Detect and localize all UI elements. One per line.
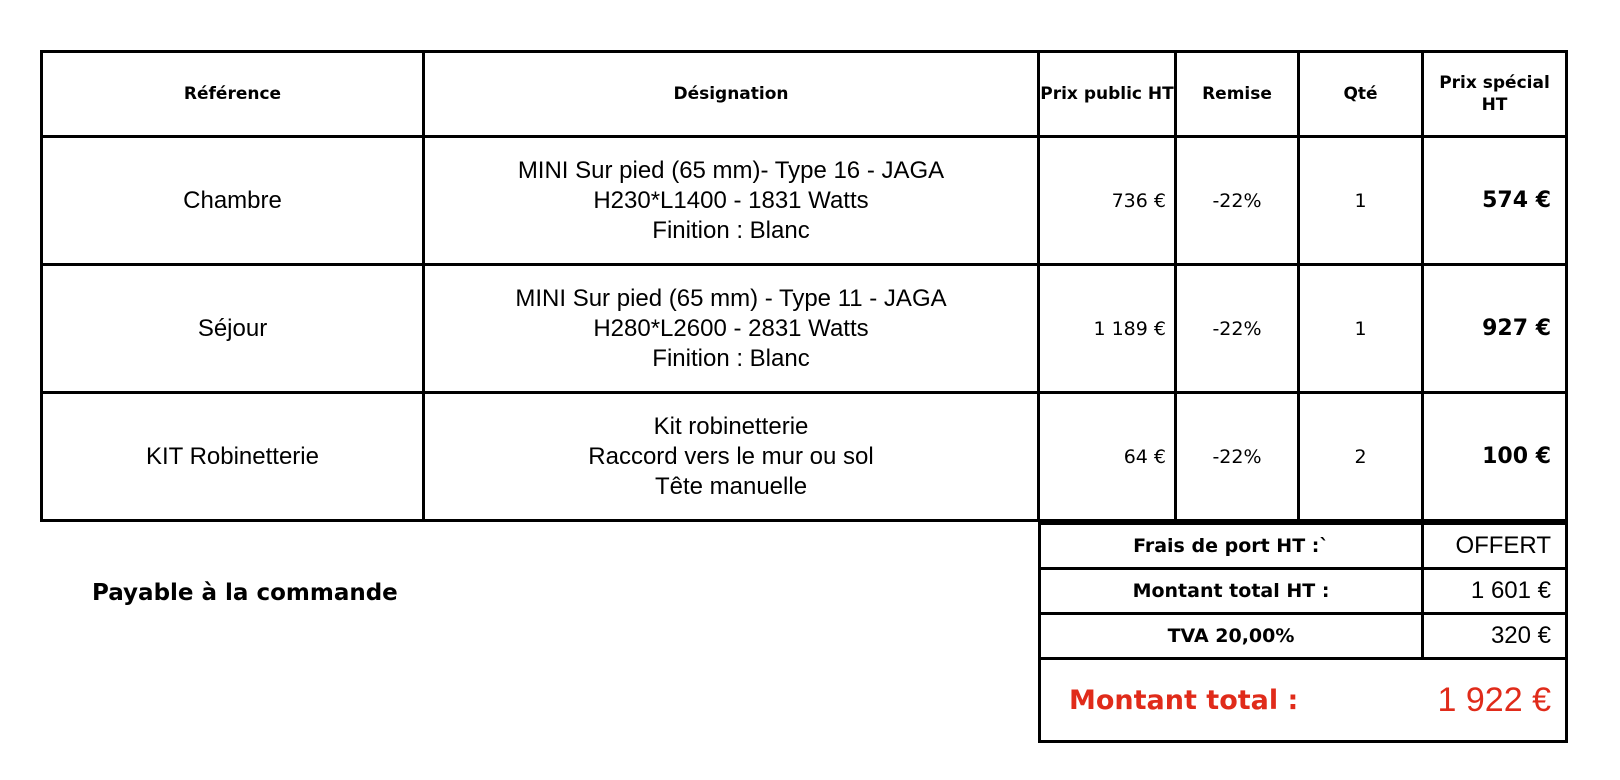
- table-row: [42, 265, 1567, 393]
- row-qte: 1: [1299, 265, 1423, 393]
- table-row: [42, 393, 1567, 521]
- designation-line: Tête manuelle: [654, 472, 808, 500]
- grand-total-cell: [1040, 659, 1567, 742]
- header-qte: Qté: [1299, 52, 1423, 137]
- row-prix-special: 927 €: [1423, 265, 1567, 393]
- header-remise: Remise: [1176, 52, 1299, 137]
- row-reference: Chambre: [42, 137, 424, 265]
- row-prix-public: 64 €: [1039, 393, 1176, 521]
- subtotal-row: [1040, 569, 1567, 614]
- designation-line: Finition : Blanc: [652, 344, 810, 372]
- designation-line: H230*L1400 - 1831 Watts: [593, 186, 869, 214]
- subtotal-value: 1 601 €: [1423, 569, 1567, 614]
- header-designation: Désignation: [424, 52, 1039, 137]
- vat-value: 320 €: [1423, 614, 1567, 659]
- row-qte: 1: [1299, 137, 1423, 265]
- designation-line: MINI Sur pied (65 mm)- Type 16 - JAGA: [517, 156, 945, 184]
- row-designation: [424, 393, 1039, 521]
- grand-total-label: Montant total :: [1069, 684, 1299, 716]
- grand-total-row: [1040, 659, 1567, 742]
- subtotal-label: Montant total HT :: [1040, 569, 1423, 614]
- row-qte: 2: [1299, 393, 1423, 521]
- row-prix-special: 574 €: [1423, 137, 1567, 265]
- vat-label: TVA 20,00%: [1040, 614, 1423, 659]
- row-prix-public: 1 189 €: [1039, 265, 1176, 393]
- designation-line: MINI Sur pied (65 mm) - Type 11 - JAGA: [515, 284, 947, 312]
- totals-table: [1038, 522, 1568, 743]
- header-reference: Référence: [42, 52, 424, 137]
- header-prix-special-line1: Prix spécial: [1439, 73, 1550, 93]
- row-designation: [424, 137, 1039, 265]
- row-designation: [424, 265, 1039, 393]
- header-row: [42, 52, 1567, 137]
- grand-total-value: 1 922 €: [1437, 680, 1551, 719]
- designation-line: H280*L2600 - 2831 Watts: [593, 314, 869, 342]
- shipping-row: [1040, 524, 1567, 569]
- designation-line: Finition : Blanc: [652, 216, 810, 244]
- header-prix-special: [1423, 52, 1567, 137]
- header-prix-special-line2: HT: [1481, 95, 1508, 115]
- row-remise: -22%: [1176, 393, 1299, 521]
- quote-table: [40, 50, 1568, 522]
- row-reference: Séjour: [42, 265, 424, 393]
- designation-line: Raccord vers le mur ou sol: [588, 442, 874, 470]
- vat-row: [1040, 614, 1567, 659]
- table-row: [42, 137, 1567, 265]
- header-prix-public: Prix public HT: [1039, 52, 1176, 137]
- designation-line: Kit robinetterie: [653, 412, 809, 440]
- row-prix-public: 736 €: [1039, 137, 1176, 265]
- shipping-value: OFFERT: [1423, 524, 1567, 569]
- row-reference: KIT Robinetterie: [42, 393, 424, 521]
- row-prix-special: 100 €: [1423, 393, 1567, 521]
- shipping-label: Frais de port HT :`: [1040, 524, 1423, 569]
- row-remise: -22%: [1176, 265, 1299, 393]
- row-remise: -22%: [1176, 137, 1299, 265]
- payment-terms: Payable à la commande: [92, 580, 398, 606]
